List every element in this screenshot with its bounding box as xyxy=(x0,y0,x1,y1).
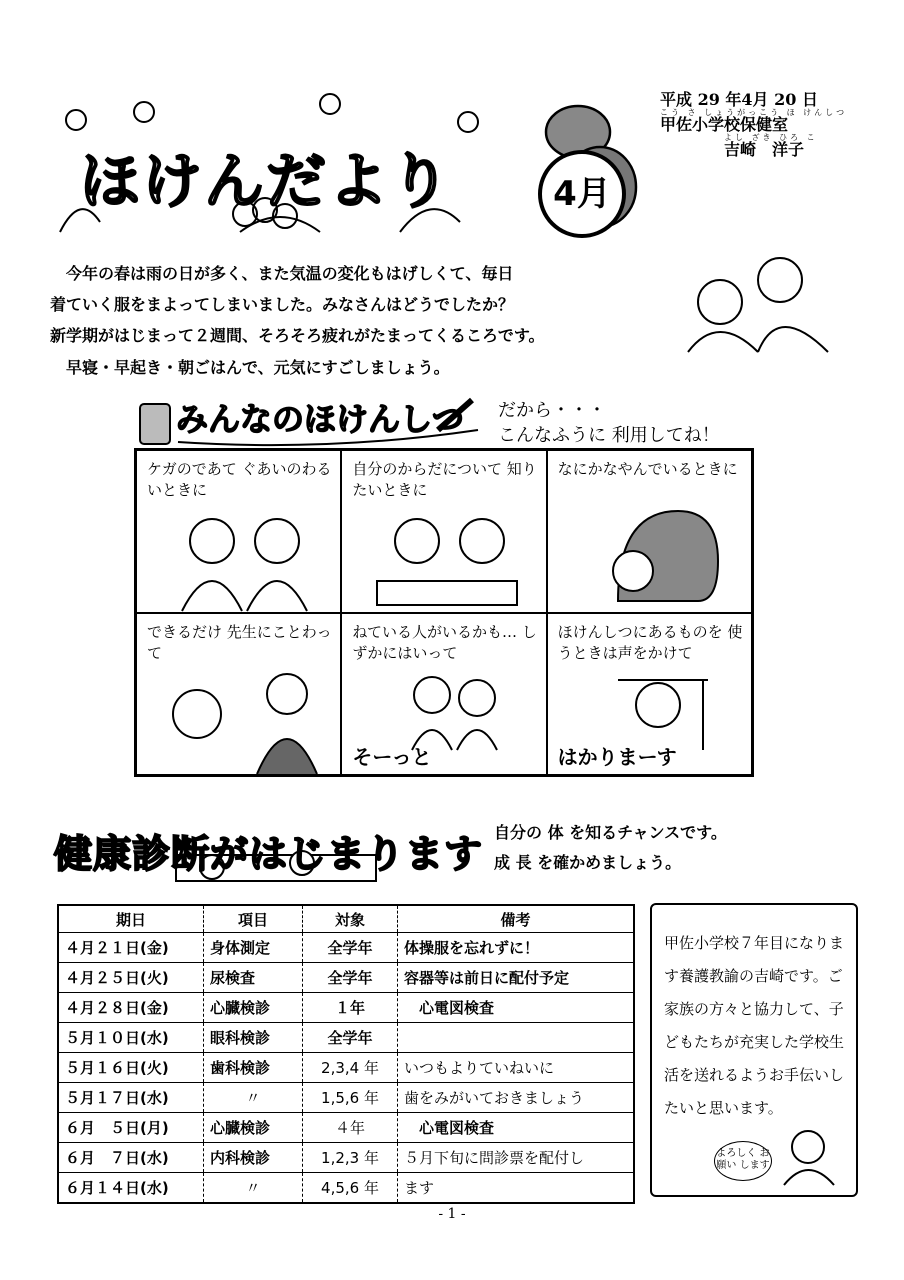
column-header-date: 期日 xyxy=(58,905,204,933)
cell-notes: 心電図検査 xyxy=(398,1113,635,1143)
checkup-subtitle xyxy=(494,818,727,879)
author-ruby: よし ざき ひろ こ xyxy=(724,132,818,142)
comic-caption: ほけんしつにあるものを 使うときは声をかけて xyxy=(557,622,743,662)
intro-line: 早寝・早起き・朝ごはんで、元気にすごしましょう。 xyxy=(66,357,450,377)
comic-caption: なにかなやんでいるときに xyxy=(557,460,738,478)
table-row xyxy=(58,963,634,993)
quiet-children-drawing xyxy=(382,670,522,750)
cell-notes: 歯をみがいておきましょう xyxy=(398,1083,635,1113)
author-name: 吉崎 洋子 xyxy=(724,140,805,160)
cell-item: 〃 xyxy=(204,1083,303,1113)
cell-target: １年 xyxy=(303,993,398,1023)
cell-target: 1,5,6 年 xyxy=(303,1083,398,1113)
cell-notes: ます xyxy=(398,1173,635,1204)
comic-caption: ねている人がいるかも… しずかにはいって xyxy=(352,622,537,662)
worried-child-drawing xyxy=(578,501,728,611)
greeting-note-box xyxy=(650,903,858,1197)
intro-paragraph xyxy=(50,258,650,383)
cell-notes: 容器等は前日に配付予定 xyxy=(398,963,635,993)
cell-item: 内科検診 xyxy=(204,1143,303,1173)
cell-date: ６月１４日(水) xyxy=(58,1173,204,1204)
cell-notes: ５月下旬に問診票を配付し xyxy=(398,1143,635,1173)
cell-target: ４年 xyxy=(303,1113,398,1143)
table-row xyxy=(58,1113,634,1143)
cell-date: ４月２５日(火) xyxy=(58,963,204,993)
table-row xyxy=(58,1053,634,1083)
usage-comic-grid xyxy=(134,448,754,777)
comic-cell xyxy=(136,450,341,613)
cell-target: 2,3,4 年 xyxy=(303,1053,398,1083)
children-illustration xyxy=(668,232,848,362)
checkup-sub-line: 自分の 体 を知るチャンスです。 xyxy=(494,823,727,842)
intro-line: 着ていく服をまよってしまいました。みなさんはどうでしたか？ xyxy=(50,295,515,315)
cell-item: 〃 xyxy=(204,1173,303,1204)
cell-item: 心臓検診 xyxy=(204,993,303,1023)
cell-item: 心臓検診 xyxy=(204,1113,303,1143)
checkup-sub-line: 成 長 を確かめましょう。 xyxy=(494,853,682,873)
column-header-notes: 備考 xyxy=(398,905,635,933)
table-row xyxy=(58,1173,634,1204)
checkup-schedule-table xyxy=(57,904,635,1204)
cell-notes xyxy=(398,1023,635,1053)
table-row xyxy=(58,933,634,963)
comic-caption: ケガのであて ぐあいのわるいときに xyxy=(147,460,332,499)
cell-date: ４月２８日(金) xyxy=(58,993,204,1023)
minna-banner-text: みんなのほけんしつ xyxy=(176,400,465,438)
school-name: 甲佐小学校保健室 xyxy=(660,115,789,135)
cell-item: 歯科検診 xyxy=(204,1053,303,1083)
checkup-banner-text: 健康診断がはじまります xyxy=(54,832,484,876)
cell-notes: 心電図検査 xyxy=(398,993,635,1023)
cell-target: 1,2,3 年 xyxy=(303,1143,398,1173)
measuring-child-drawing xyxy=(598,670,728,750)
table-row xyxy=(58,1083,634,1113)
greeting-text: 甲佐小学校７年目になります養護教諭の吉崎です。ご家族の方々と協力して、子どもたちが充実した学校生活を送れるようお手伝いしたいと思います。 xyxy=(664,934,845,1117)
comic-caption: できるだけ 先生にことわって xyxy=(147,622,332,662)
column-header-item: 項目 xyxy=(204,905,303,933)
cell-item: 身体測定 xyxy=(204,933,303,963)
comic-foot-text: そーっと xyxy=(352,745,432,769)
teacher-child-drawing xyxy=(157,664,327,774)
newsletter-title: ほけんだより xyxy=(80,147,452,217)
injured-children-drawing xyxy=(167,511,317,611)
cell-date: ５月１０日(水) xyxy=(58,1023,204,1053)
table-row xyxy=(58,1143,634,1173)
riyou-text: こんなふうに 利用してね！ xyxy=(498,425,720,447)
table-row xyxy=(58,1023,634,1053)
cell-notes: いつもよりていねいに xyxy=(398,1053,635,1083)
cell-target: 全学年 xyxy=(303,1023,398,1053)
comic-cell xyxy=(136,613,341,776)
reading-children-drawing xyxy=(372,511,522,611)
school-ruby: こう さ しょうがっこう ほ けんしつ xyxy=(660,107,848,117)
comic-caption: 自分のからだについて 知りたいときに xyxy=(352,460,537,499)
cell-date: ５月１６日(火) xyxy=(58,1053,204,1083)
usage-caption xyxy=(498,398,720,448)
column-header-target: 対象 xyxy=(303,905,398,933)
dakara-text: だから・・・ xyxy=(498,400,606,421)
table-header-row xyxy=(58,905,634,933)
cell-notes: 体操服を忘れずに！ xyxy=(398,933,635,963)
month-badge: 4月 xyxy=(538,150,626,238)
cell-date: ４月２１日(金) xyxy=(58,933,204,963)
cell-item: 尿検査 xyxy=(204,963,303,993)
page-number: - 1 - xyxy=(438,1206,466,1222)
intro-line: 今年の春は雨の日が多く、また気温の変化もはげしくて、毎日 xyxy=(66,264,514,283)
comic-cell xyxy=(341,450,546,613)
checkup-banner xyxy=(46,815,486,885)
comic-cell xyxy=(547,613,752,776)
nurse-illustration xyxy=(780,1125,840,1185)
table-row xyxy=(58,993,634,1023)
cell-date: ５月１７日(水) xyxy=(58,1083,204,1113)
cell-date: ６月 ５日(月) xyxy=(58,1113,204,1143)
header-info xyxy=(660,92,860,159)
cell-date: ６月 ７日(水) xyxy=(58,1143,204,1173)
issue-date: 平成 29 年4月 20 日 xyxy=(660,90,818,109)
cell-item: 眼科検診 xyxy=(204,1023,303,1053)
comic-cell xyxy=(341,613,546,776)
cell-target: 4,5,6 年 xyxy=(303,1173,398,1204)
greeting-speech-bubble: よろしく お願い します xyxy=(714,1141,772,1181)
comic-cell xyxy=(547,450,752,613)
intro-line: 新学期がはじまって２週間、そろそろ疲れがたまってくるころです。 xyxy=(50,326,545,346)
minna-banner xyxy=(138,388,478,448)
cell-target: 全学年 xyxy=(303,963,398,993)
newsletter-title-area xyxy=(40,92,480,242)
cell-target: 全学年 xyxy=(303,933,398,963)
comic-foot-text: はかりまーす xyxy=(557,745,677,769)
